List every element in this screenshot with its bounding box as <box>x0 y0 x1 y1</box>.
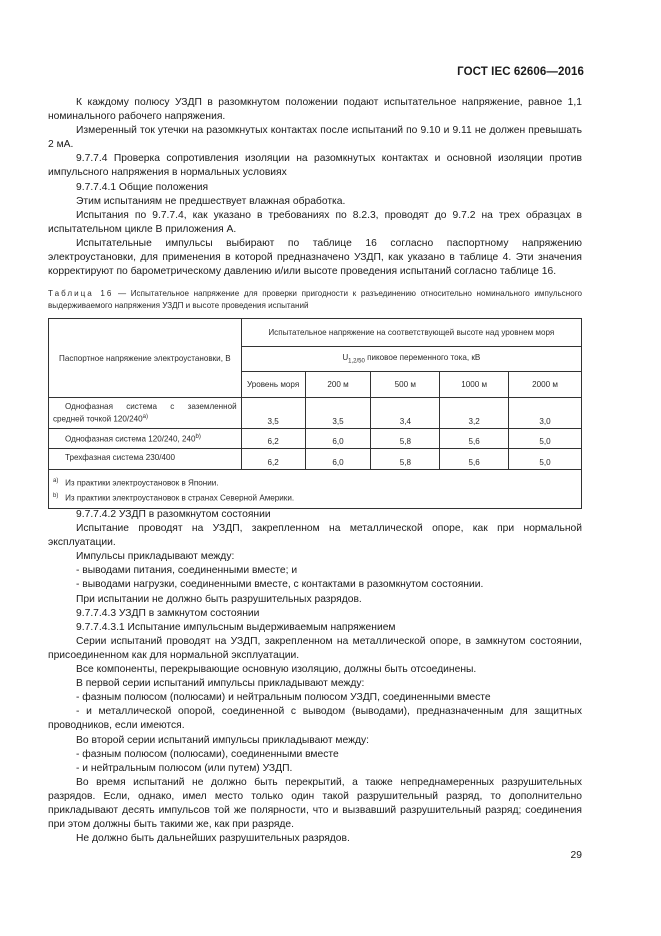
row-label <box>49 398 242 429</box>
row-header-cell <box>49 319 242 398</box>
unit-header <box>241 347 581 372</box>
table-footnotes <box>49 470 582 509</box>
paragraph: Серии испытаний проводят на УЗДП, закрепленном на металлической опоре, в замкнутом состоянии, присоединенном как для нормальной эксплуатации. <box>48 635 582 661</box>
section-heading: 9.7.7.4.1 Общие положения <box>76 181 209 193</box>
table-cell: 5,0 <box>509 449 582 470</box>
list-item: - и металлической опорой, соединенной с выводом (выводами), предназначенным для защитных проводников, если имеются. <box>48 706 582 732</box>
footnote-text: Из практики электроустановок в Японии. <box>65 478 219 488</box>
footnote-mark: a) <box>53 478 59 484</box>
row-label <box>49 429 242 449</box>
table-cell: 5,6 <box>440 449 509 470</box>
page-header-standard: ГОСТ IEC 62606—2016 <box>457 66 584 78</box>
row-label-text: Трехфазная система 230/400 <box>65 453 175 462</box>
column-header: 200 м <box>305 372 371 398</box>
paragraph: Импульсы прикладывают между: <box>76 551 235 563</box>
column-header: Уровень моря <box>241 372 305 398</box>
table-cell: 6,2 <box>241 429 305 449</box>
table-cell: 6,0 <box>305 429 371 449</box>
page-number: 29 <box>570 850 582 861</box>
paragraph: Все компоненты, перекрывающие основную изоляцию, должны быть отсоединены. <box>76 664 477 676</box>
section-heading: 9.7.7.4.2 УЗДП в разомкнутом состоянии <box>76 509 271 520</box>
paragraph: Испытания по 9.7.7.4, как указано в требованиях по 8.2.3, проводят до 9.7.2 на трех образцах в испытательном цикле В приложения А. <box>48 209 582 235</box>
footnote <box>53 490 577 505</box>
list-item: - выводами нагрузки, соединенными вместе, с контактами в разомкнутом состоянии. <box>76 579 484 591</box>
paragraph: При испытании не должно быть разрушительных разрядов. <box>76 593 362 605</box>
table-cell: 6,0 <box>305 449 371 470</box>
table-16 <box>48 318 582 509</box>
table-caption-label: Таблица 16 <box>48 289 114 298</box>
column-header: 2000 м <box>509 372 582 398</box>
section-heading: 9.7.7.4 Проверка сопротивления изоляции на разомкнутых контактах и основной изоляции против импульсного напряжения в нормальных условиях <box>48 153 582 179</box>
paragraph: Во второй серии испытаний импульсы прикладывают между: <box>76 734 369 746</box>
group-header: Испытательное напряжение на соответствующей высоте над уровнем моря <box>241 319 581 347</box>
row-label <box>49 449 242 470</box>
paragraph: В первой серии испытаний импульсы прикладывают между: <box>76 678 365 690</box>
paragraph: Измеренный ток утечки на разомкнутых контактах после испытаний по 9.10 и 9.11 не должен превышать 2 мА. <box>48 125 582 151</box>
row-label-text: Однофазная система с заземленной средней точкой 120/240 <box>53 402 237 424</box>
footnote-mark: b) <box>195 434 201 440</box>
footnote <box>53 475 577 490</box>
unit-text: пиковое переменного тока, кВ <box>364 353 481 363</box>
table-cell: 5,8 <box>371 449 440 470</box>
top-text-block <box>48 96 582 279</box>
row-label-text: Однофазная система 120/240, 240 <box>65 434 196 444</box>
list-item: - и нейтральным полюсом (или путем) УЗДП. <box>76 762 293 774</box>
paragraph: Испытательные импульсы выбирают по таблице 16 согласно паспортному напряжению электроустановки, для применения в которой предназначено УЗДП, как указано в таблице 4. Эти значения корректируют по барометрическому давлению и/или высоте проведения испытаний согласно таблице 16. <box>48 237 582 278</box>
table-caption-text: — Испытательное напряжение для проверки пригодности к разъединению относительно номинального импульсного выдерживаемого напряжения УЗДП и высоте проведения испытаний <box>48 289 582 310</box>
row-header: Паспортное напряжение электроустановки, В <box>59 353 231 363</box>
table-cell: 5,6 <box>440 429 509 449</box>
unit-subscript: 1,2/50 <box>348 358 365 365</box>
list-item: - фазным полюсом (полюсами), соединенными вместе <box>76 748 339 760</box>
table-cell: 3,5 <box>305 398 371 429</box>
list-item: - фазным полюсом (полюсами) и нейтральным полюсом УЗДП, соединенными вместе <box>76 692 491 704</box>
table-caption <box>48 288 582 311</box>
paragraph: К каждому полюсу УЗДП в разомкнутом положении подают испытательное напряжение, равное 1,1 номинального рабочего напряжения. <box>48 97 582 123</box>
list-item: - выводами питания, соединенными вместе; и <box>76 565 298 577</box>
table-cell: 6,2 <box>241 449 305 470</box>
section-heading: 9.7.7.4.3.1 Испытание импульсным выдерживаемым напряжением <box>76 621 396 633</box>
table-cell: 5,8 <box>371 429 440 449</box>
column-header: 500 м <box>371 372 440 398</box>
table-cell: 3,5 <box>241 398 305 429</box>
paragraph: Испытание проводят на УЗДП, закрепленном на металлической опоре, как при нормальной эксплуатации. <box>48 523 582 549</box>
footnote-mark: b) <box>53 492 59 499</box>
footnote-mark: a) <box>142 414 148 420</box>
paragraph: Не должно быть дальнейших разрушительных разрядов. <box>76 833 350 845</box>
paragraph: Во время испытаний не должно быть перекрытий, а также непреднамеренных разрушительных разрядов. Если, однако, имел место только один такой разрушительный разряд, то дополнительно прикладывают десять импульсов той же полярности, что и вызвавший разрушительный разряд; соединения при этом должны быть такими же, как при разряде. <box>48 776 582 831</box>
unit-symbol: U <box>342 353 349 363</box>
table-cell: 5,0 <box>509 429 582 449</box>
section-heading: 9.7.7.4.3 УЗДП в замкнутом состоянии <box>76 607 260 619</box>
table-row <box>49 398 582 429</box>
table-row <box>49 429 582 449</box>
table-cell: 3,2 <box>440 398 509 429</box>
table-cell: 3,0 <box>509 398 582 429</box>
bottom-text-block <box>48 508 582 846</box>
table-row <box>49 449 582 470</box>
paragraph: Этим испытаниям не предшествует влажная обработка. <box>76 195 346 207</box>
table-footnotes-row <box>49 470 582 509</box>
column-header: 1000 м <box>440 372 509 398</box>
table-cell: 3,4 <box>371 398 440 429</box>
footnote-text: Из практики электроустановок в странах Северной Америки. <box>65 493 295 503</box>
